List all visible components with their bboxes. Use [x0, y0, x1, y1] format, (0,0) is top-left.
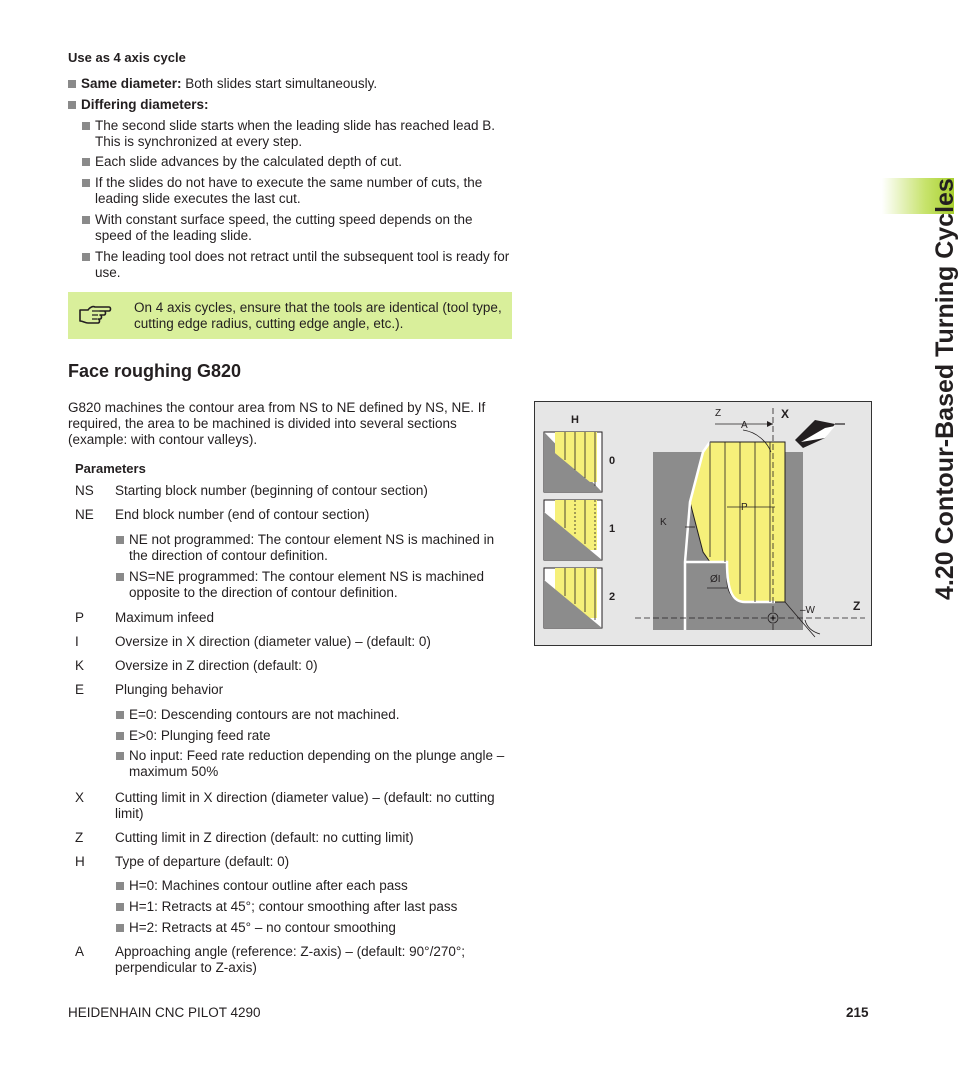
chapter-title: 4.20 Contour-Based Turning Cycles	[931, 178, 959, 600]
list-item	[68, 76, 508, 92]
list-item	[82, 175, 512, 207]
bullet-icon	[82, 216, 90, 224]
param-key: NS	[75, 483, 94, 498]
h0-label: 0	[609, 455, 616, 467]
param-desc: Cutting limit in X direction (diameter value) – (default: no cutting limit)	[115, 790, 495, 821]
bullet-icon	[82, 253, 90, 261]
param-desc: Cutting limit in Z direction (default: no cutting limit)	[115, 830, 414, 845]
bullet-icon	[116, 752, 124, 760]
page-number: 215	[846, 1005, 869, 1020]
param-key: Z	[75, 830, 84, 845]
departure-panel-2	[544, 568, 602, 628]
list-item	[116, 920, 511, 936]
param-desc: Type of departure (default: 0)	[115, 854, 290, 869]
list-item	[116, 707, 511, 723]
departure-panel-1	[544, 500, 602, 560]
list-item-text: H=1: Retracts at 45°; contour smoothing after last pass	[129, 899, 458, 914]
section-title: Face roughing G820	[68, 361, 242, 381]
list-item	[116, 748, 511, 780]
h1-label: 1	[609, 523, 616, 535]
infeed-p-label: P	[741, 502, 748, 513]
pointing-hand-icon	[78, 304, 112, 326]
list-item	[68, 97, 508, 113]
list-item-text: With constant surface speed, the cutting speed depends on the speed of the leading slide.	[95, 212, 473, 243]
list-item	[82, 154, 512, 170]
param-key: H	[75, 854, 85, 869]
bullet-icon	[68, 80, 76, 88]
list-item	[82, 118, 512, 150]
same-diameter-text: Both slides start simultaneously.	[181, 76, 378, 91]
list-item-text: No input: Feed rate reduction depending on the plunge angle – maximum 50%	[129, 748, 505, 779]
four-axis-heading: Use as 4 axis cycle	[68, 50, 186, 65]
list-item-text: Each slide advances by the calculated depth of cut.	[95, 154, 402, 169]
bullet-icon	[116, 732, 124, 740]
list-item	[82, 249, 512, 281]
z-axis-label: Z	[853, 599, 861, 613]
list-item-text: If the slides do not have to execute the same number of cuts, the leading slide executes the last cut.	[95, 175, 483, 206]
list-item	[116, 532, 511, 564]
list-item	[116, 899, 511, 915]
parameters-heading: Parameters	[75, 461, 146, 476]
note-text: On 4 axis cycles, ensure that the tools are identical (tool type, cutting edge radius, cutting edge angle, etc.).	[134, 300, 502, 331]
differing-diameters-label: Differing diameters:	[81, 97, 209, 112]
section-intro: G820 machines the contour area from NS to NE defined by NS, NE. If required, the area to be machined is divided into several sections (example: with contour valleys).	[68, 400, 486, 447]
face-roughing-diagram	[534, 401, 872, 646]
h2-label: 2	[609, 591, 616, 603]
list-item	[82, 212, 512, 244]
param-desc: Starting block number (beginning of contour section)	[115, 483, 428, 498]
list-item-text: H=2: Retracts at 45° – no contour smoothing	[129, 920, 396, 935]
param-key: A	[75, 944, 85, 959]
list-item-text: E>0: Plunging feed rate	[129, 728, 271, 743]
list-item-text: NE not programmed: The contour element NS is machined in the direction of contour definition.	[129, 532, 495, 563]
bullet-icon	[82, 179, 90, 187]
bullet-icon	[116, 536, 124, 544]
bullet-icon	[68, 101, 76, 109]
param-key: E	[75, 682, 85, 697]
list-item-text: E=0: Descending contours are not machined.	[129, 707, 400, 722]
param-desc: Oversize in X direction (diameter value) – (default: 0)	[115, 634, 431, 649]
angle-a-label: A	[741, 420, 748, 431]
list-item	[116, 878, 511, 894]
same-diameter-label: Same diameter:	[81, 76, 182, 91]
footer-product: HEIDENHAIN CNC PILOT 4290	[68, 1005, 261, 1020]
bullet-icon	[82, 122, 90, 130]
bullet-icon	[116, 903, 124, 911]
param-desc: Approaching angle (reference: Z-axis) – (default: 90°/270°; perpendicular to Z-axis)	[115, 944, 465, 975]
param-key: K	[75, 658, 85, 673]
x-axis-label: X	[781, 407, 790, 421]
param-key: P	[75, 610, 85, 625]
note-box	[68, 292, 512, 339]
oversize-k-label: K	[660, 517, 667, 528]
param-desc: Oversize in Z direction (default: 0)	[115, 658, 318, 673]
param-desc: End block number (end of contour section)	[115, 507, 370, 522]
workpiece-contour	[653, 442, 803, 630]
bullet-icon	[82, 158, 90, 166]
diagram-svg	[535, 402, 871, 645]
h-label: H	[571, 414, 579, 426]
bullet-icon	[116, 711, 124, 719]
oversize-i-label: ØI	[710, 574, 721, 585]
param-key: X	[75, 790, 85, 805]
list-item-text: The leading tool does not retract until the subsequent tool is ready for use.	[95, 249, 510, 280]
w-label: –W	[800, 605, 815, 616]
bullet-icon	[116, 573, 124, 581]
param-desc: Maximum infeed	[115, 610, 215, 625]
param-key: I	[75, 634, 79, 649]
param-desc: Plunging behavior	[115, 682, 224, 697]
list-item-text: H=0: Machines contour outline after each pass	[129, 878, 408, 893]
bullet-icon	[116, 924, 124, 932]
z-top-label: Z	[715, 408, 722, 419]
list-item-text: The second slide starts when the leading slide has reached lead B. This is synchronized at every step.	[95, 118, 495, 149]
list-item	[116, 569, 511, 601]
list-item	[116, 728, 511, 744]
list-item-text: NS=NE programmed: The contour element NS is machined opposite to the direction of contour definition.	[129, 569, 485, 600]
param-key: NE	[75, 507, 94, 522]
departure-panel-0	[544, 432, 602, 492]
bullet-icon	[116, 882, 124, 890]
